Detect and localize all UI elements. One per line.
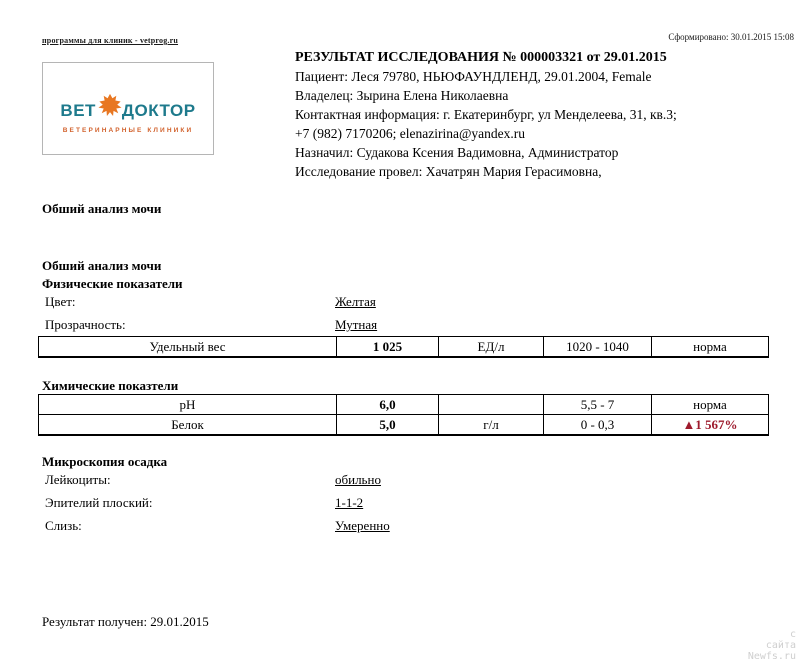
logo-wordmark (60, 98, 195, 124)
table-row (39, 415, 769, 436)
newfs-watermark (748, 629, 796, 662)
watermark-line: Newfs.ru (747, 651, 796, 662)
unit-cell: г/л (439, 415, 544, 436)
physical-results-table (38, 336, 769, 358)
reference-range-cell: 1020 - 1040 (544, 337, 652, 358)
patient-line: Пациент: Леся 79780, НЬЮФАУНДЛЕНД, 29.01.2004, Female (295, 69, 652, 84)
performed-by-line: Исследование провел: Хачатрян Мария Герасимовна, (295, 164, 602, 179)
param-label: Лейкоциты: (45, 472, 111, 487)
result-row-leukocytes (0, 472, 800, 490)
chemical-results-table (38, 394, 769, 436)
result-row-epithelium (0, 495, 800, 513)
param-name-cell: Белок (39, 415, 337, 436)
unit-cell: ЕД/л (439, 337, 544, 358)
status-cell-alert: ▲1 567% (652, 415, 769, 436)
param-name-cell: pH (39, 395, 337, 415)
generated-timestamp: Сформировано: 30.01.2015 15:08 (668, 32, 794, 42)
value-cell: 5,0 (337, 415, 439, 436)
reference-range-cell: 0 - 0,3 (544, 415, 652, 436)
param-value: Желтая (335, 294, 376, 309)
param-value: Умеренно (335, 518, 390, 533)
status-cell: норма (652, 395, 769, 415)
watermark-line: с (789, 629, 796, 640)
watermark-line: сайта (765, 640, 796, 651)
physical-section-title: Физические показатели (42, 276, 183, 291)
report-title: РЕЗУЛЬТАТ ИССЛЕДОВАНИЯ № 000003321 от 29.01.2015 (295, 50, 667, 65)
result-row-color (0, 294, 800, 312)
value-cell: 1 025 (337, 337, 439, 358)
param-value: 1-1-2 (335, 495, 364, 510)
result-row-mucus (0, 518, 800, 536)
param-label: Прозрачность: (45, 317, 126, 332)
contact-line: Контактная информация: г. Екатеринбург, ул Менделеева, 31, кв.3; (295, 107, 677, 122)
owner-line: Владелец: Зырина Елена Николаевна (295, 88, 509, 103)
reference-range-cell: 5,5 - 7 (544, 395, 652, 415)
table-row (39, 395, 769, 415)
report-header (295, 48, 785, 181)
param-label: Слизь: (45, 518, 82, 533)
logo-text-vet: ВЕТ (60, 100, 96, 120)
param-label: Цвет: (45, 294, 76, 309)
assigned-by-line: Назначил: Судакова Ксения Вадимовна, Администратор (295, 145, 619, 160)
param-value: обильно (335, 472, 381, 487)
clinic-logo (42, 62, 214, 155)
param-value: Мутная (335, 317, 378, 332)
param-name-cell: Удельный вес (39, 337, 337, 358)
status-cell: норма (652, 337, 769, 358)
microscopy-section-title: Микроскопия осадка (42, 454, 168, 469)
value-cell: 6,0 (337, 395, 439, 415)
param-label: Эпителий плоский: (45, 495, 153, 510)
logo-subtitle: ВЕТЕРИНАРНЫЕ КЛИНИКИ (62, 126, 194, 134)
study-title-repeat: Обший анализ мочи (42, 258, 162, 273)
result-row-transparency (0, 317, 800, 335)
unit-cell (439, 395, 544, 415)
cat-icon (95, 93, 125, 119)
chemical-section-title: Химические показтели (42, 378, 179, 393)
table-row (39, 337, 769, 358)
result-received-date: Результат получен: 29.01.2015 (42, 614, 209, 629)
phone-email-line: +7 (982) 7170206; elenazirina@yandex.ru (295, 126, 525, 141)
study-title: Обший анализ мочи (42, 201, 162, 216)
vetprog-link[interactable]: программы для клиник - vetprog.ru (42, 36, 179, 45)
logo-text-doctor: ДОКТОР (121, 100, 196, 120)
